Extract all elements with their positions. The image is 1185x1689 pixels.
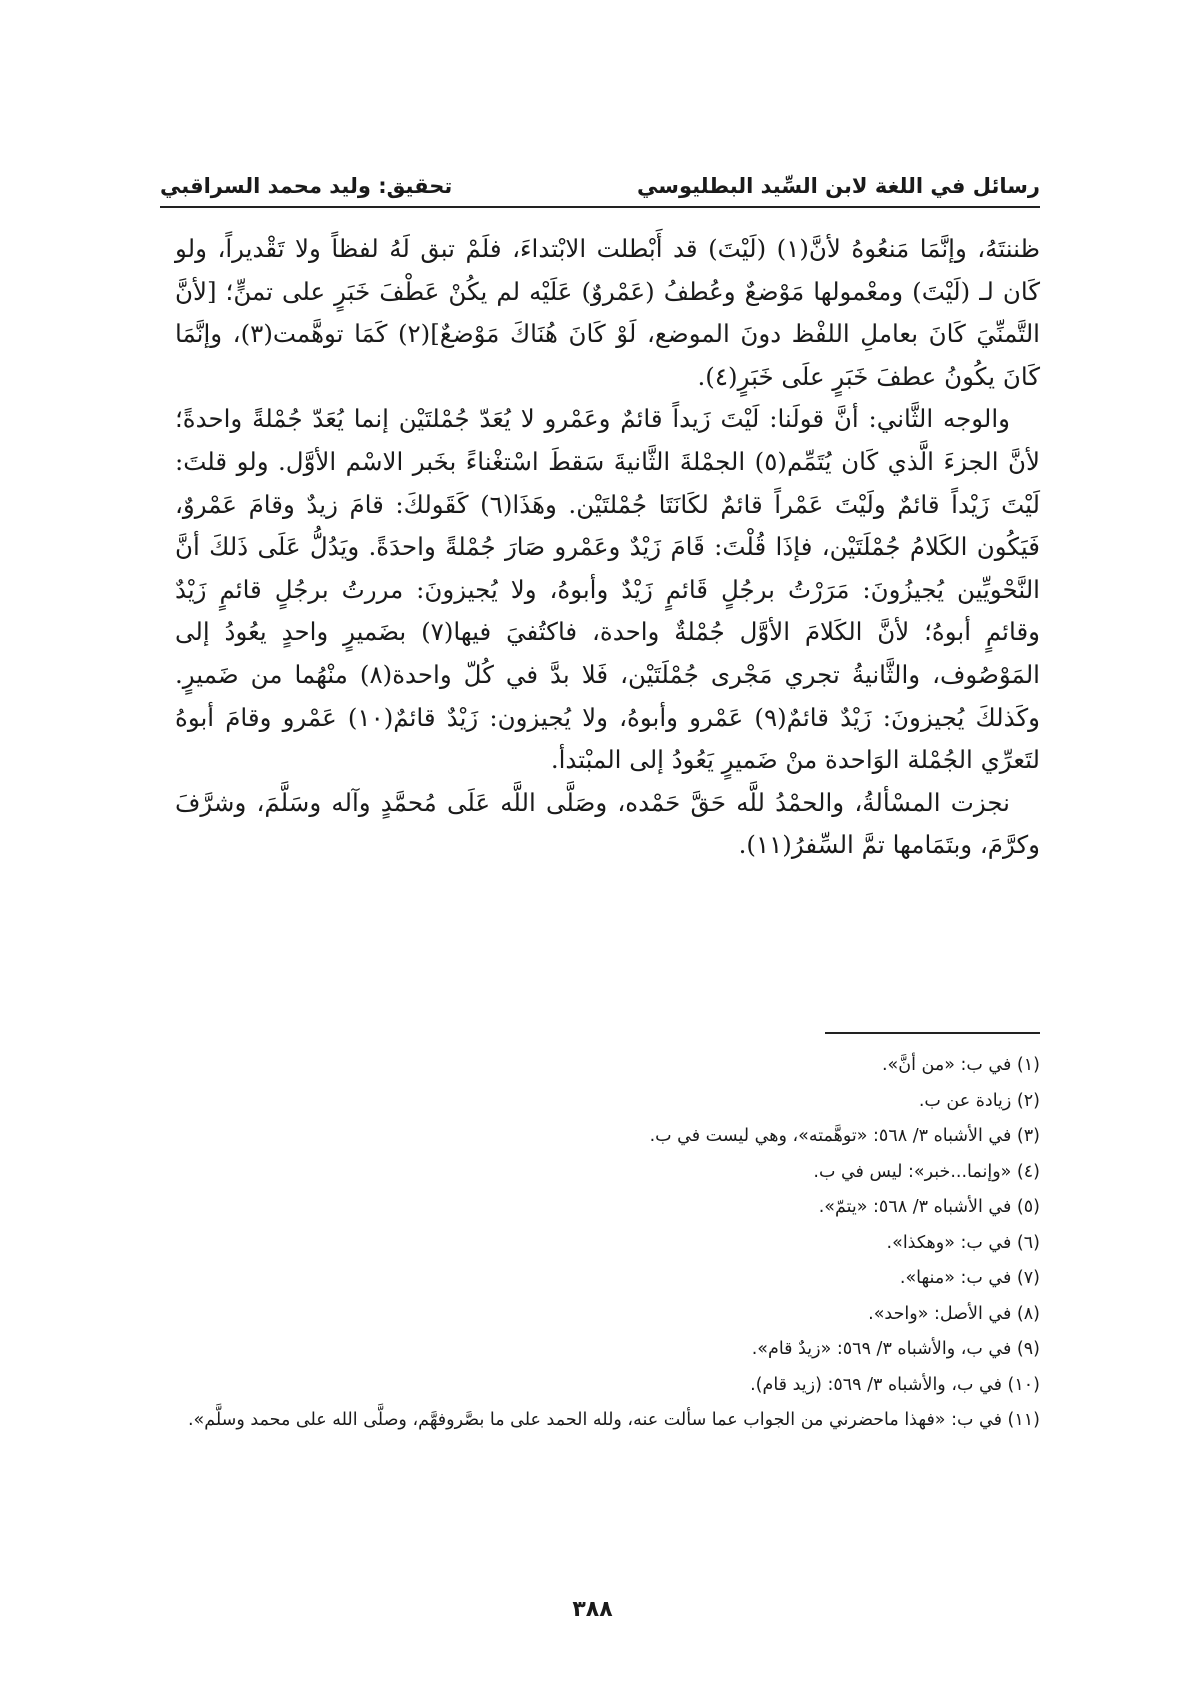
footnote: (٧) في ب: «منها». [899,1268,1040,1288]
footnote: (٥) في الأشباه ٣/ ٥٦٨: «يتمّ». [818,1197,1040,1217]
footnote: (١١) في ب: «فهذا ماحضرني من الجواب عما سألت عنه، ولله الحمد على ما بصَّروفهَّم، وصلَّى الله على محمد وسلَّم». [187,1410,1040,1430]
header-editor: تحقيق: وليد محمد السراقبي [160,174,453,198]
footnote: (١٠) في ب، والأشباه ٣/ ٥٦٩: (زيد قام). [750,1374,1040,1395]
paragraph: والوجه الثَّاني: أنَّ قولَنا: لَيْتَ زَيداً قائمٌ وعَمْرو لا يُعَدّ جُمْلتَيْن إنما يُعَدّ جُمْلةً واحدةً؛ لأنَّ الجزءَ الَّذي كَان يُتَمِّم(٥) الجمْلةَ الثَّانيةَ سَقطَ اسْتغْناءً بخَبر الاسْم الأوَّل. ولو قلتَ: لَيْتَ زَيْداً قائمٌ ولَيْتَ عَمْراً قائمٌ لكَانَتَا جُمْلتَيْن. وهَذَا(٦) كَقَولكَ: قامَ زيدٌ وقامَ عَمْروٌ، فَيَكُون الكَلامُ جُمْلَتَيْن، فإذَا قُلْتَ: قَامَ زَيْدٌ وعَمْرو صَارَ جُمْلةً واحدَةً. ويَدُلُّ عَلَى ذَلكَ أنَّ النَّحْويِّين يُجيزُونَ: مَرَرْتُ برجُلٍ قَائمٍ زَيْدٌ وأبوهُ، ولا يُجيزونَ: مررتُ برجُلٍ قائمٍ زَيْدٌ وقائمٍ أبوهُ؛ لأنَّ الكَلامَ الأوَّل جُمْلةٌ واحدة، فاكتُفيَ فيها(٧) بضَميرٍ واحدٍ يعُودُ إلى المَوْصُوف، والثَّانيةُ تجري مَجْرى جُمْلَتَيْن، فَلا بدَّ في كُلّ واحدة(٨) منْهُما من ضَميرٍ. وكَذلكَ يُجيزونَ: زَيْدٌ قائمٌ(٩) عَمْرو وأبوهُ، ولا يُجيزون: زَيْدٌ قائمٌ(١٠) عَمْرو وقامَ أبوهُ لتَعرِّي الجُمْلة الوَاحدة منْ ضَميرٍ يَعُودُ إلى المبْتدأ. [175,404,1041,775]
main-text [175,228,1040,867]
page-number: ٣٨٨ [572,1597,613,1622]
header-book-title: رسائل في اللغة لابن السِّيد البطليوسي [637,174,1040,198]
footnote: (٤) «وإنما...خبر»: ليس في ب. [813,1161,1040,1182]
footnotes [175,1048,1040,1439]
footnote: (٨) في الأصل: «واحد». [868,1303,1040,1324]
paragraph: ظننتَهُ، وإنَّمَا مَنعُوهُ لأنَّ(١) (لَيْتَ) قد أَبْطلت الابْتداءَ، فلَمْ تبق لَهُ لفظاً ولا تَقْديراً، ولو كَان لـ (لَيْتَ) ومعْمولها مَوْضعٌ وعُطفُ (عَمْروٌ) عَلَيْه لم يكُنْ عَطْفَ خَبَرٍ على تمنٍّ؛ [لأنَّ التَّمنِّيَ كَانَ بعاملِ اللفْظ دونَ الموضع، لَوْ كَانَ هُنَاكَ مَوْضعٌ](٢) كَمَا توهَّمت(٣)، وإنَّمَا كَانَ يكُونُ عطفَ خَبَرٍ علَى خَبَرٍ(٤). [175,234,1041,391]
footnote: (٦) في ب: «وهكذا». [886,1232,1040,1253]
footnote: (٩) في ب، والأشباه ٣/ ٥٦٩: «زيدٌ قام». [751,1339,1040,1359]
running-header [160,158,1040,208]
footnote: (١) في ب: «من أنَّ». [881,1055,1040,1075]
footnote-separator [825,1032,1040,1034]
footnote: (٣) في الأشباه ٣/ ٥٦٨: «توهَّمته»، وهي ليست في ب. [649,1126,1040,1146]
paragraph: نجزت المسْألةُ، والحمْدُ للَّه حَقَّ حَمْده، وصَلَّى اللَّه عَلَى مُحمَّدٍ وآله وسَلَّمَ، وشرَّفَ وكرَّمَ، وبتَمَامها تمَّ السِّفرُ(١١). [175,787,1040,860]
footnote: (٢) زيادة عن ب. [918,1090,1040,1111]
